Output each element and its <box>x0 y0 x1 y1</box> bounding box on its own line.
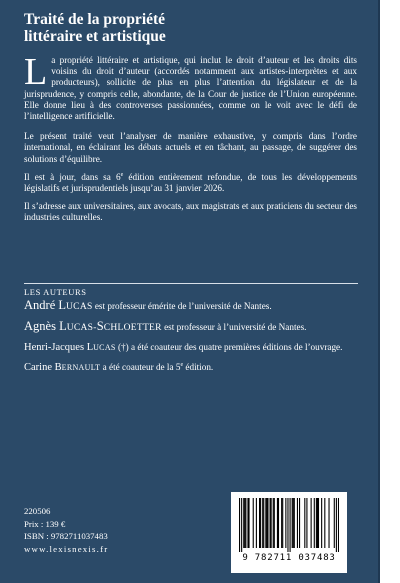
barcode-bar <box>334 498 335 548</box>
book-title-line-2: littéraire et artistique <box>24 28 166 45</box>
barcode-bar <box>328 498 329 548</box>
edition-superscript: e <box>120 171 124 178</box>
barcode-bar <box>304 498 305 548</box>
barcode-bar <box>299 498 300 548</box>
barcode-bar <box>336 498 337 552</box>
author-agnes-lucas-schloetter <box>24 321 357 334</box>
author-name: Henri-Jacques LUCAS <box>24 342 116 354</box>
author-henri-jacques-lucas <box>24 342 357 353</box>
author-description: (†) a été coauteur des quatre premières éditions de l’ouvrage. <box>115 342 343 353</box>
barcode-bar <box>263 498 264 548</box>
edition-text-after: édition entièrement refondue, de tous les développements législatifs et jurisprudentiels jusqu’au 31 janvier 2026. <box>24 171 357 194</box>
barcode-bar <box>274 498 275 548</box>
blurb-paragraph-2: Le présent traité veut l’analyser de manière exhaustive, y compris dans l’ordre international, en éclairant les débats actuels et en tâchant, au passage, de suggérer des solutions d’équilibre. <box>24 131 357 164</box>
barcode-bar <box>273 498 274 548</box>
barcode-bar <box>253 498 254 548</box>
barcode-bar <box>265 498 266 548</box>
barcode-bar <box>287 498 288 552</box>
barcode-bar <box>321 498 322 548</box>
barcode-bar <box>292 498 293 548</box>
barcode-bar <box>270 498 271 548</box>
barcode-bar <box>297 498 298 548</box>
edition-superscript: e <box>180 361 184 368</box>
barcode-bar <box>324 498 325 548</box>
barcode-bar <box>285 498 286 548</box>
barcode-bar <box>311 498 312 548</box>
author-name: Carine BERNAULT <box>24 361 101 373</box>
barcode-bar <box>314 498 315 548</box>
barcode-bar <box>294 498 295 548</box>
publisher-website: www.lexisnexis.fr <box>24 543 109 554</box>
barcode-bar <box>245 498 246 548</box>
spine-strip <box>378 0 400 583</box>
barcode-bar <box>338 498 339 552</box>
barcode-bar <box>239 498 240 552</box>
barcode-bar <box>316 498 317 548</box>
authors-list <box>24 300 357 381</box>
barcode-bar <box>262 498 263 548</box>
book-title-line-1: Traité de la propriété <box>24 11 166 28</box>
barcode-bar <box>266 498 267 548</box>
blurb-paragraph-4: Il s’adresse aux universitaires, aux avocats, aux magistrats et aux praticiens du secteur des industries culturelles. <box>24 201 357 223</box>
author-andre-lucas <box>24 300 357 313</box>
barcode-bar <box>244 498 245 548</box>
barcode-bar <box>306 498 307 548</box>
barcode-bar <box>259 498 260 548</box>
barcode-bar <box>247 498 248 548</box>
barcode-digits: 9 782711 037483 <box>242 553 336 563</box>
price: Prix : 139 € <box>24 518 66 529</box>
barcode-bar <box>243 498 244 548</box>
section-divider <box>24 283 358 284</box>
barcode-bar <box>281 498 282 548</box>
isbn: ISBN : 9782711037483 <box>24 531 108 541</box>
barcode-bar <box>241 498 242 552</box>
barcode-bar <box>318 498 319 548</box>
author-description: est professeur à l’université de Nantes. <box>161 322 307 333</box>
barcode-bar <box>317 498 318 548</box>
author-name: André LUCAS <box>24 298 93 312</box>
barcode-bar <box>271 498 272 548</box>
barcode-bars <box>239 498 339 552</box>
author-description: est professeur émérite de l’université de Nantes. <box>92 301 272 311</box>
publication-info <box>24 505 108 555</box>
barcode-bar <box>248 498 249 548</box>
barcode-bar <box>290 498 291 552</box>
author-name: Agnès LUCAS-SCHLOETTER <box>24 319 162 334</box>
barcode <box>231 492 347 573</box>
barcode-bar <box>278 498 279 548</box>
edition-text-before: Il est à jour, dans sa 6 <box>24 171 121 182</box>
blurb <box>24 51 357 231</box>
blurb-paragraph-1: La propriété littéraire et artistique, qui inclut le droit d’auteur et les droits dits voisins du droit d’auteur (accordés notamment aux artistes-interprètes et aux producteurs), sollicite de plus en plus l’attention du législateur et de la jurisprudence, y compris celle, abondante, de la Cour de justice de l’Union européenne. Elle donne lieu à des controverses passionnées, comme on le voit avec le défi de l’intelligence artificielle. <box>24 51 357 122</box>
barcode-bar <box>293 498 294 548</box>
barcode-bar <box>267 498 268 548</box>
authors-heading: LES AUTEURS <box>24 287 87 297</box>
author-description: a été coauteur de la 5 <box>100 361 181 372</box>
product-code: 220506 <box>24 506 51 516</box>
blurb-paragraph-3 <box>24 172 357 194</box>
author-carine-bernault: Carine BERNAULT a été coauteur de la 5e édition. <box>24 361 214 373</box>
book-title <box>24 11 354 45</box>
barcode-bar <box>277 498 278 548</box>
barcode-bar <box>256 498 257 548</box>
barcode-bar <box>260 498 261 548</box>
barcode-bar <box>282 498 283 548</box>
